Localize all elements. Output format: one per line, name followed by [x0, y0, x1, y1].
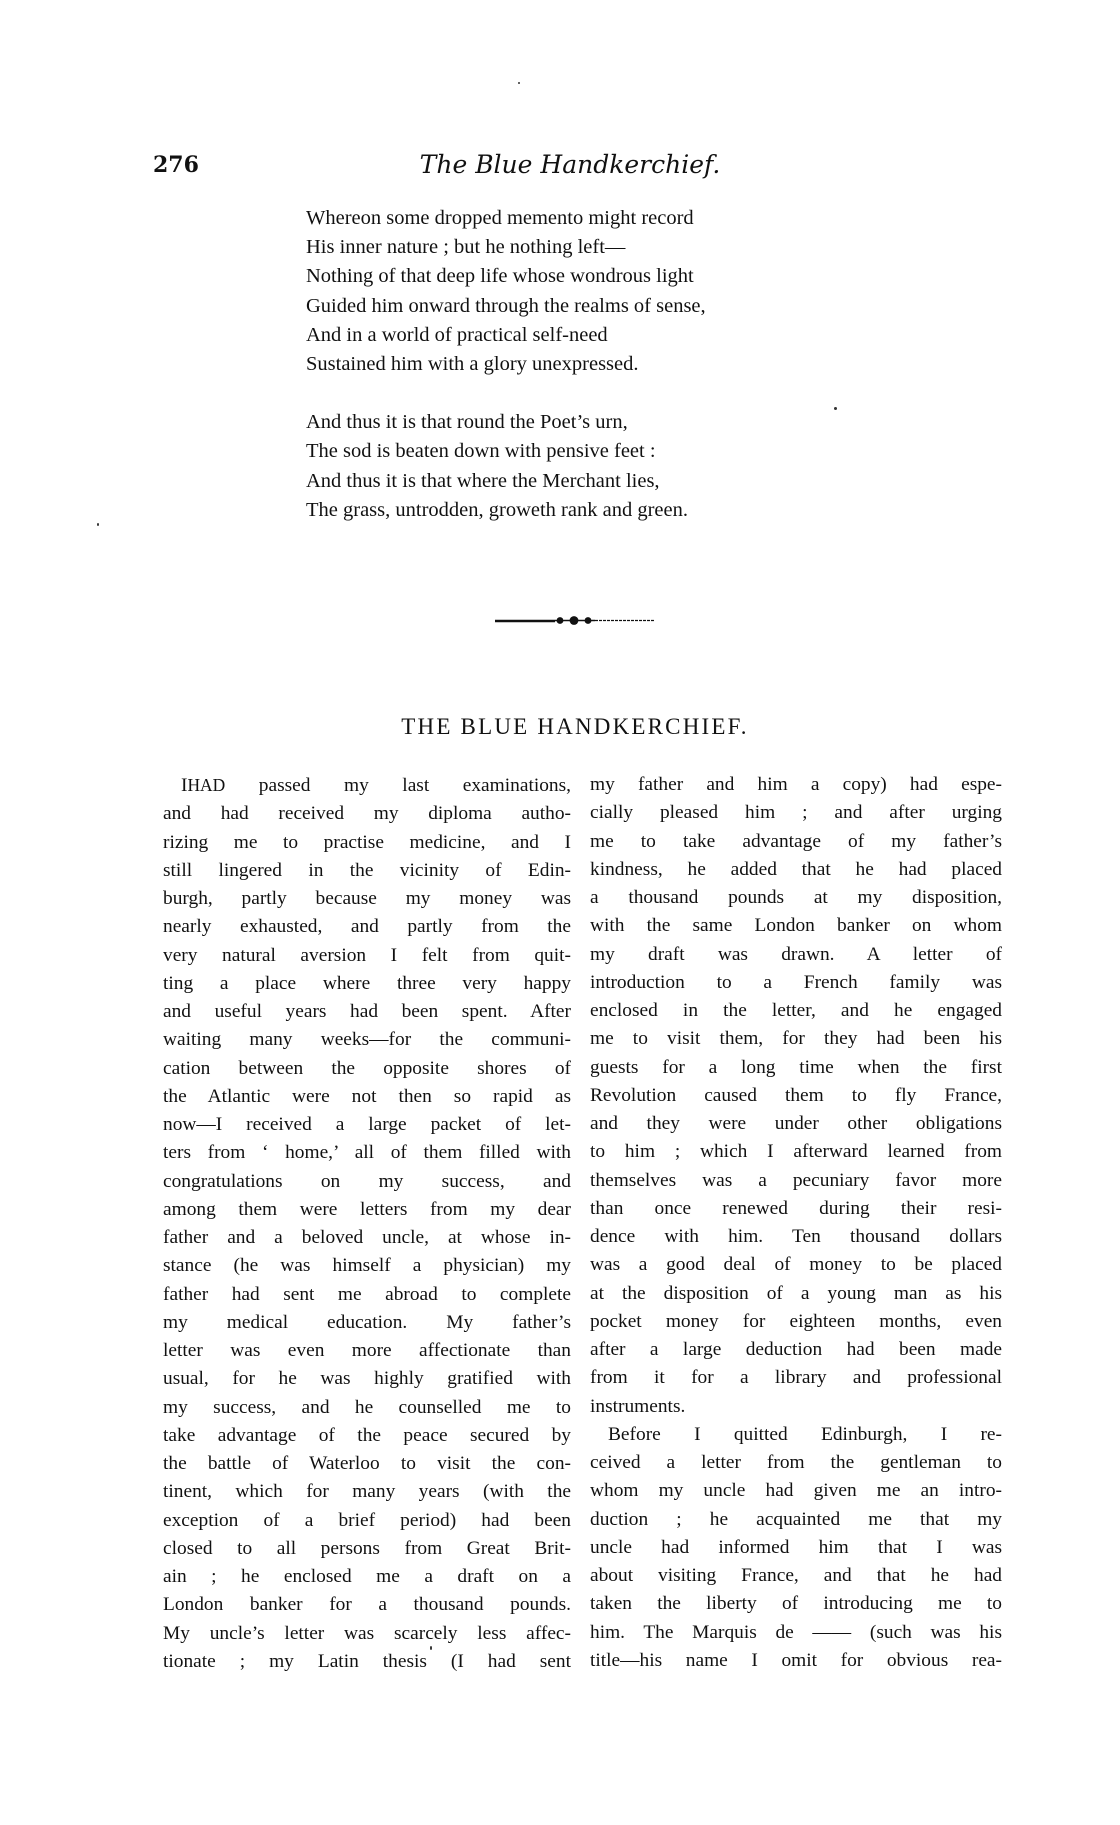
text-line: whom my uncle had given me an intro- — [590, 1480, 1002, 1502]
text-line: themselves was a pecuniary favor more — [590, 1169, 1002, 1191]
text-line: taken the liberty of introducing me to — [590, 1593, 1002, 1615]
text-line: about visiting France, and that he had — [590, 1565, 1002, 1586]
text-line: was a good deal of money to be placed — [590, 1254, 1002, 1276]
text-line: and useful years had been spent. After — [163, 1001, 571, 1022]
scan-speck — [97, 523, 99, 526]
verse-line: And thus it is that round the Poet’s urn, — [306, 411, 628, 434]
text-line: ting a place where three very happy — [163, 972, 571, 994]
text-line: My uncle’s letter was scarcely less affec- — [163, 1622, 571, 1644]
text-line: letter was even more affectionate than — [163, 1340, 571, 1361]
text-line: my success, and he counselled me to — [163, 1396, 571, 1418]
text-line: kindness, he added that he had placed — [590, 858, 1002, 880]
text-line: ters from ‘ home,’ all of them filled with — [163, 1142, 571, 1164]
running-title: The Blue Handkerchief. — [419, 150, 721, 179]
ornament-dot — [585, 617, 592, 624]
text-line: title—his name I omit for obvious rea- — [590, 1649, 1002, 1671]
text-line: father and a beloved uncle, at whose in- — [163, 1227, 571, 1248]
verse-line: The grass, untrodden, groweth rank and green. — [306, 498, 688, 521]
text-line: closed to all persons from Great Brit- — [163, 1537, 571, 1559]
text-line: him. The Marquis de —— (such was his — [590, 1621, 1002, 1643]
verse-line: Guided him onward through the realms of sense, — [306, 294, 706, 317]
verse-line: And thus it is that where the Merchant lies, — [306, 469, 660, 492]
poem-stanza — [306, 204, 706, 379]
text-line: usual, for he was highly gratified with — [163, 1368, 571, 1390]
text-line: ain ; he enclosed me a draft on a — [163, 1566, 571, 1587]
ornament-dot — [570, 616, 579, 625]
text-line: my medical education. My father’s — [163, 1311, 571, 1333]
text-line: waiting many weeks—for the communi- — [163, 1029, 571, 1051]
text-line: Revolution caused them to fly France, — [590, 1084, 1002, 1106]
text-line: and had received my diploma autho- — [163, 803, 571, 825]
verse-line: Whereon some dropped memento might record — [306, 207, 694, 229]
paragraph-start-line: Before I quitted Edinburgh, I re- — [608, 1423, 1002, 1445]
ornament-dot — [557, 617, 564, 624]
verse-line: Nothing of that deep life whose wondrous light — [306, 265, 694, 288]
text-line: exception of a brief period) had been — [163, 1509, 571, 1531]
drop-initial: I — [181, 775, 188, 796]
text-line: very natural aversion I felt from quit- — [163, 944, 571, 966]
text-line: nearly exhausted, and partly from the — [163, 916, 571, 938]
text-line: with the same London banker on whom — [590, 915, 1002, 937]
text-line: the Atlantic were not then so rapid as — [163, 1085, 571, 1107]
scan-speck — [834, 407, 837, 410]
verse-line: And in a world of practical self-need — [306, 323, 608, 346]
scan-speck — [518, 82, 520, 84]
text-line: introduction to a French family was — [590, 971, 1002, 993]
opening-smallcaps: HAD — [187, 775, 226, 795]
text-line: cation between the opposite shores of — [163, 1057, 571, 1079]
text-line: enclosed in the letter, and he engaged — [590, 1000, 1002, 1021]
text-line: a thousand pounds at my disposition, — [590, 887, 1002, 908]
text-line: me to visit them, for they had been his — [590, 1028, 1002, 1050]
page-number: 276 — [153, 152, 199, 178]
text-line: pocket money for eighteen months, even — [590, 1310, 1002, 1332]
verse-line: His inner nature ; but he nothing left— — [306, 236, 626, 259]
text-line: tionate ; my Latin thesis (I had sent — [163, 1650, 571, 1672]
text-column-left — [163, 771, 571, 1676]
text-line: father had sent me abroad to complete — [163, 1283, 571, 1305]
text-line: my father and him a copy) had espe- — [590, 774, 1002, 795]
text-line: from it for a library and professional — [590, 1367, 1002, 1389]
text-line: tinent, which for many years (with the — [163, 1481, 571, 1503]
text-line: congratulations on my success, and — [163, 1170, 571, 1192]
text-line: guests for a long time when the first — [590, 1056, 1002, 1078]
text-line: duction ; he acquainted me that my — [590, 1508, 1002, 1530]
text-line: uncle had informed him that I was — [590, 1536, 1002, 1558]
text-column-right — [590, 771, 1002, 1675]
text-line: the battle of Waterloo to visit the con- — [163, 1453, 571, 1474]
text-line: than once renewed during their resi- — [590, 1197, 1002, 1219]
text-line: to him ; which I afterward learned from — [590, 1141, 1002, 1163]
text-line — [163, 771, 571, 800]
text-line: London banker for a thousand pounds. — [163, 1594, 571, 1616]
poem-stanza — [306, 408, 706, 525]
text-line: ceived a letter from the gentleman to — [590, 1452, 1002, 1473]
text-line: now—I received a large packet of let- — [163, 1114, 571, 1135]
text-line: me to take advantage of my father’s — [590, 830, 1002, 852]
text-line: dence with him. Ten thousand dollars — [590, 1226, 1002, 1247]
section-divider-ornament-icon — [495, 612, 655, 628]
text-line: my draft was drawn. A letter of — [590, 943, 1002, 965]
text-line: among them were letters from my dear — [163, 1198, 571, 1220]
verse-line: The sod is beaten down with pensive feet : — [306, 440, 656, 463]
text-line: rizing me to practise medicine, and I — [163, 831, 571, 853]
poem — [306, 204, 706, 525]
paragraph-end-line: instruments. — [590, 1395, 686, 1417]
text-line: burgh, partly because my money was — [163, 888, 571, 909]
text-line: at the disposition of a young man as his — [590, 1282, 1002, 1304]
text-fragment: passed my last examinations, — [225, 775, 571, 796]
story-title: THE BLUE HANDKERCHIEF. — [401, 714, 749, 739]
text-line: take advantage of the peace secured by — [163, 1424, 571, 1446]
scan-speck — [430, 1646, 432, 1650]
text-line: after a large deduction had been made — [590, 1339, 1002, 1360]
text-line: cially pleased him ; and after urging — [590, 802, 1002, 824]
text-line: still lingered in the vicinity of Edin- — [163, 859, 571, 881]
text-line: stance (he was himself a physician) my — [163, 1255, 571, 1277]
verse-line: Sustained him with a glory unexpressed. — [306, 353, 639, 376]
text-line: and they were under other obligations — [590, 1113, 1002, 1134]
